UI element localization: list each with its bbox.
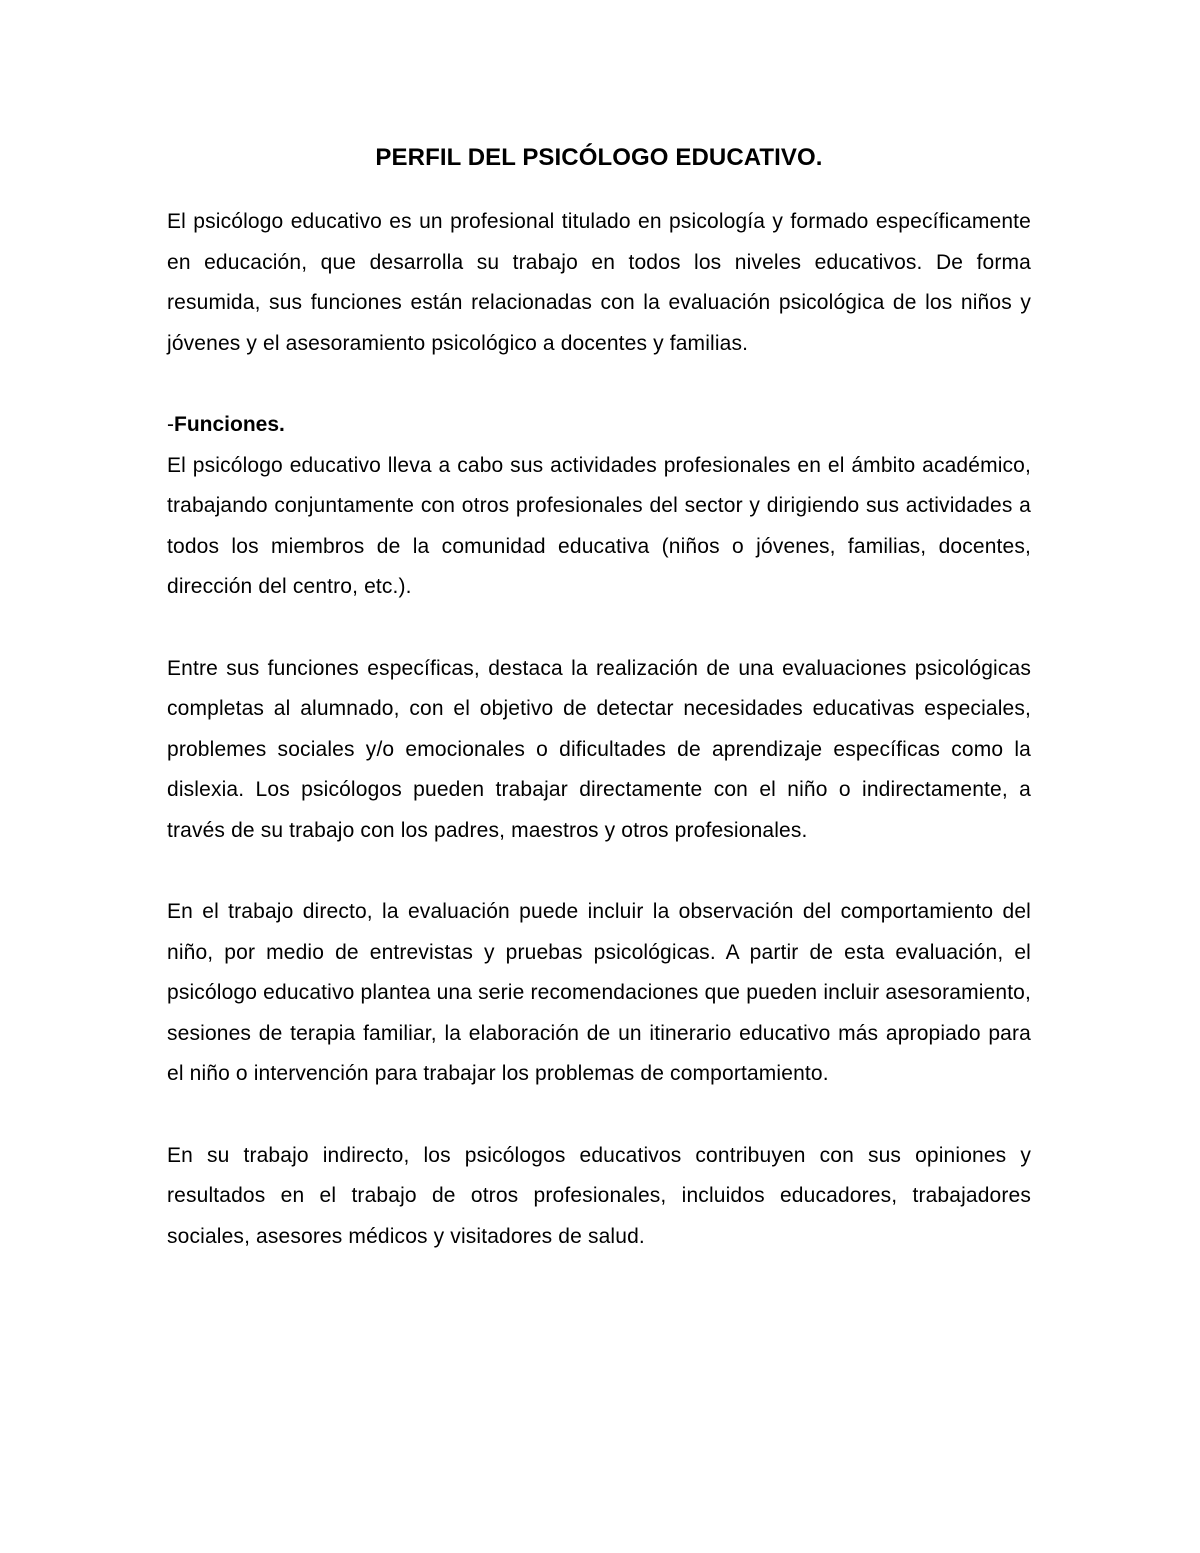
document-body bbox=[167, 138, 1031, 1257]
paragraph-direct-work: En el trabajo directo, la evaluación puede incluir la observación del comportamiento del niño, por medio de entrevistas y pruebas psicológicas. A partir de esta evaluación, el psicólogo educativo plantea una serie recomendaciones que pueden incluir asesoramiento, sesiones de terapia familiar, la elaboración de un itinerario educativo más apropiado para el niño o intervención para trabajar los problemas de comportamiento. bbox=[167, 900, 1031, 1086]
section-heading-dash: - bbox=[167, 412, 174, 436]
section-heading-label: Funciones. bbox=[174, 412, 285, 436]
section-heading bbox=[167, 405, 1031, 446]
paragraph-functions-scope: El psicólogo educativo lleva a cabo sus actividades profesionales en el ámbito académico, trabajando conjuntamente con otros profesionales del sector y dirigiendo sus actividades a todos los miembros de la comunidad educativa (niños o jóvenes, familias, docentes, dirección del centro, etc.). bbox=[167, 453, 1031, 599]
paragraph-spacer bbox=[167, 364, 1031, 405]
paragraph-spacer bbox=[167, 852, 1031, 893]
paragraph-spacer bbox=[167, 608, 1031, 649]
paragraph-specific-functions: Entre sus funciones específicas, destaca la realización de una evaluaciones psicológicas completas al alumnado, con el objetivo de detectar necesidades educativas especiales, problemes sociales y/o emocionales o dificultades de aprendizaje específicas como la dislexia. Los psicólogos pueden trabajar directamente con el niño o indirectamente, a través de su trabajo con los padres, maestros y otros profesionales. bbox=[167, 656, 1031, 842]
intro-paragraph: El psicólogo educativo es un profesional titulado en psicología y formado específicamente en educación, que desarrolla su trabajo en todos los niveles educativos. De forma resumida, sus funciones están relacionadas con la evaluación psicológica de los niños y jóvenes y el asesoramiento psicológico a docentes y familias. bbox=[167, 210, 1031, 355]
paragraph-indirect-work: En su trabajo indirecto, los psicólogos educativos contribuyen con sus opiniones y resultados en el trabajo de otros profesionales, incluidos educadores, trabajadores sociales, asesores médicos y visitadores de salud. bbox=[167, 1143, 1031, 1248]
paragraph-spacer bbox=[167, 1095, 1031, 1136]
document-title: PERFIL DEL PSICÓLOGO EDUCATIVO. bbox=[375, 144, 823, 171]
